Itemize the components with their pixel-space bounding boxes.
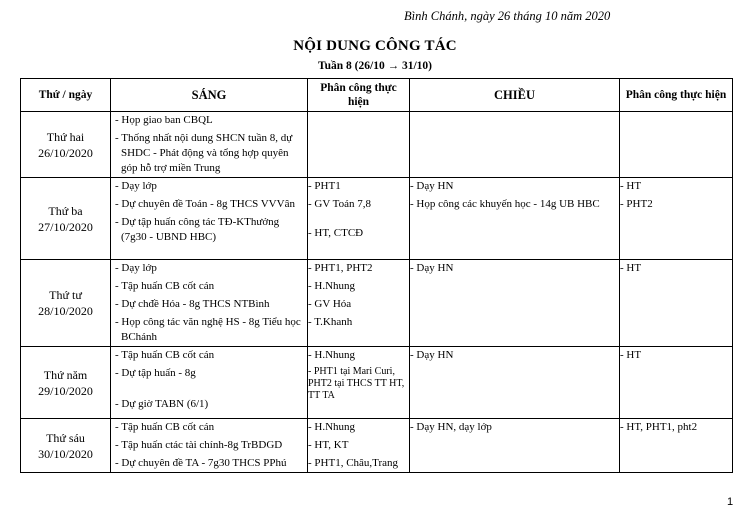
day-date: 29/10/2020 (38, 383, 93, 398)
morning-cell (111, 260, 308, 347)
list-item: - Tập huấn CB cốt cán (113, 279, 305, 294)
list-item: - Tập huấn CB cốt cán (113, 420, 305, 435)
day-name: Thứ hai (46, 129, 85, 144)
day-name: Thứ ba (48, 203, 83, 218)
day-date: 28/10/2020 (38, 304, 93, 318)
list-item: - PHT2 (620, 197, 730, 212)
afternoon-cell (410, 260, 620, 347)
morning-assign-cell (308, 260, 410, 347)
list-item: - GV Hóa (308, 297, 407, 312)
list-item: - HT, KT (308, 438, 407, 453)
day-name: Thứ tư (49, 288, 82, 302)
afternoon-cell (410, 347, 620, 419)
morning-cell (111, 347, 308, 419)
list-item: - Dạy lớp (113, 261, 305, 276)
afternoon-assign-cell (620, 419, 733, 473)
morning-cell (111, 419, 308, 473)
list-item: - PHT1, PHT2 (308, 261, 407, 276)
list-item: - GV Toán 7,8 (308, 197, 407, 212)
list-item: - Dự tập huấn công tác TĐ-KThưởng (7g30 - UBND HBC) (113, 215, 305, 245)
morning-cell (111, 178, 308, 260)
day-name: Thứ năm (43, 367, 88, 382)
list-item: - Dạy HN (410, 348, 617, 363)
list-item: - Dự chđề Hóa - 8g THCS NTBình (113, 297, 305, 312)
list-item: - PHT1 tại Mari Curi, PHT2 tại THCS TT HT, TT TA (308, 366, 407, 402)
day-cell (21, 419, 111, 473)
day-date: 27/10/2020 (38, 219, 93, 234)
header-afternoon-assign: Phân công thực hiện (620, 79, 733, 112)
page-number: 1 (727, 496, 734, 508)
header-morning-assign: Phân công thực hiện (308, 79, 410, 112)
list-item: - HT, CTCĐ (308, 226, 407, 241)
list-item: - Dự tập huấn - 8g (113, 366, 305, 381)
list-item: - Họp công các khuyến học - 14g UB HBC (410, 197, 617, 212)
morning-assign-cell (308, 347, 410, 419)
list-item: - H.Nhung (308, 348, 407, 363)
list-item: - HT (620, 348, 730, 363)
table-row (21, 178, 733, 260)
list-item: - Dự giờ TABN (6/1) (113, 397, 305, 412)
header-day: Thứ / ngày (21, 79, 111, 112)
table-row (21, 347, 733, 419)
list-item: - PHT1 (308, 179, 407, 194)
list-item: - PHT1, Châu,Trang (308, 456, 407, 471)
header-morning: SÁNG (111, 79, 308, 112)
morning-assign-cell (308, 112, 410, 178)
afternoon-cell (410, 178, 620, 260)
list-item: - Họp giao ban CBQL (113, 113, 305, 128)
list-item: - H.Nhung (308, 420, 407, 435)
document-date: Bình Chánh, ngày 26 tháng 10 năm 2020 (404, 9, 611, 23)
morning-cell (111, 112, 308, 178)
day-cell (21, 347, 111, 419)
day-name: Thứ sáu (46, 430, 85, 445)
list-item: - HT, PHT1, pht2 (620, 420, 730, 435)
day-date: 26/10/2020 (38, 145, 93, 160)
list-item: - Dự chuyên đề Toán - 8g THCS VVVân (113, 197, 305, 212)
list-item: - T.Khanh (308, 315, 407, 330)
afternoon-cell (410, 419, 620, 473)
day-cell (21, 178, 111, 260)
schedule-table (20, 78, 733, 473)
list-item: - Tập huấn CB cốt cán (113, 348, 305, 363)
table-header-row (21, 79, 733, 112)
list-item: - H.Nhung (308, 279, 407, 294)
day-cell (21, 112, 111, 178)
list-item: - Dạy HN (410, 261, 617, 276)
afternoon-assign-cell (620, 347, 733, 419)
day-date: 30/10/2020 (38, 446, 93, 461)
table-row (21, 260, 733, 347)
list-item: - HT (620, 179, 730, 194)
afternoon-assign-cell (620, 260, 733, 347)
list-item: - Dạy lớp (113, 179, 305, 194)
list-item: - Dự chuyên đề TA - 7g30 THCS PPhú (113, 456, 305, 471)
day-cell (21, 260, 111, 347)
week-subtitle: Tuần 8 (26/10 → 31/10) (318, 60, 432, 72)
list-item: - Họp công tác văn nghệ HS - 8g Tiểu học BChánh (113, 315, 305, 345)
list-item: - HT (620, 261, 730, 276)
list-item: - Tập huấn ctác tài chính-8g TrBDGD (113, 438, 305, 453)
table-row (21, 112, 733, 178)
afternoon-cell (410, 112, 620, 178)
document-title: NỘI DUNG CÔNG TÁC (293, 38, 457, 54)
list-item: - Thống nhất nội dung SHCN tuần 8, dự SHDC - Phát động và tổng hợp quyên góp hỗ trợ miền Trung (113, 131, 305, 176)
afternoon-assign-cell (620, 112, 733, 178)
header-afternoon: CHIỀU (410, 79, 620, 112)
list-item: - Dạy HN (410, 179, 617, 194)
morning-assign-cell (308, 178, 410, 260)
list-item: - Dạy HN, dạy lớp (410, 420, 617, 435)
afternoon-assign-cell (620, 178, 733, 260)
morning-assign-cell (308, 419, 410, 473)
table-row (21, 419, 733, 473)
